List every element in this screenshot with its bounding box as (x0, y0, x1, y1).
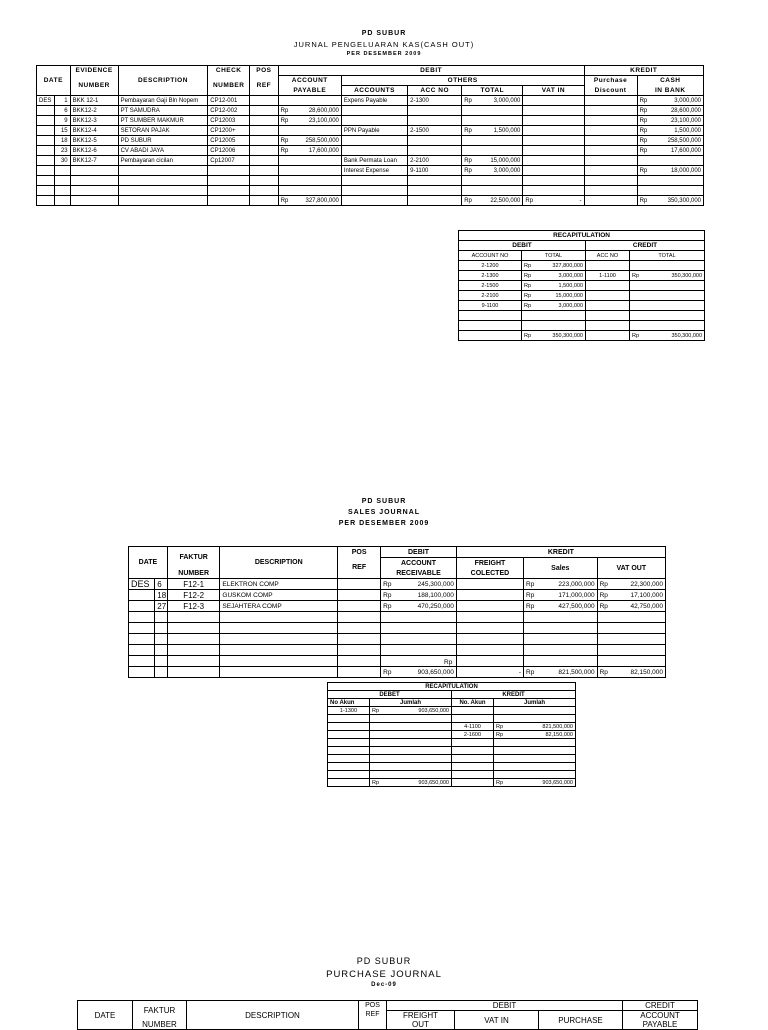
sales-col-vat: VAT OUT (597, 558, 665, 579)
sales-recap-table: RECAPITULATION DEBET KREDIT No Akun Jumlah No. Akun Jumlah 1-1300 Rp 903,650,000 4-1100 Rp 821,500,000 2-1600 Rp 82,150,000 Rp 903,650,000 Rp 903,650,000 (327, 682, 576, 787)
purchase-period: Dec-09 (371, 982, 397, 988)
table-row: 15 BKK12-4 SETORAN PAJAK CP1200+ PPN Payable 2-1500 Rp 1,500,000 Rp 1,500,000 (37, 126, 704, 136)
purchase-col-date: DATE (78, 1001, 133, 1030)
sales-freight-rp: Rp (444, 659, 453, 666)
table-total-row: Rp 903,650,000 - Rp 821,500,000 Rp 82,150,000 (129, 667, 666, 678)
recap-total-row: Rp 903,650,000 Rp 903,650,000 (328, 779, 576, 787)
col-kredit: KREDIT (584, 66, 703, 76)
col-date: DATE (37, 66, 71, 96)
recap-credit: CREDIT (586, 241, 705, 251)
col-evidence: EVIDENCE (70, 66, 118, 76)
purchase-table (77, 1000, 698, 1030)
col-acc-no: ACC NO (408, 86, 462, 96)
col-others: OTHERS (341, 76, 584, 86)
table-row: 6 BKK12-2 PT SAMUDRA CP12-002 Rp 28,600,000 Rp 28,600,000 (37, 106, 704, 116)
sales-col-sales: Sales (524, 558, 598, 579)
purchase-col-freight-2: OUT (387, 1020, 455, 1030)
col-purchase-2: Discount (584, 86, 637, 96)
table-row: 9 BKK12-3 PT SUMBER MAKMUR CP12003 Rp 23,100,000 Rp 23,100,000 (37, 116, 704, 126)
sales-col-freight-2: COLECTED (456, 568, 523, 579)
col-total: TOTAL (462, 86, 523, 96)
sales-col-debit: DEBIT (381, 547, 457, 558)
cash-out-table (36, 65, 704, 206)
table-row: 18 F12-2 GUSKOM COMP Rp 188,100,000 Rp 171,000,000 Rp 17,100,000 (129, 590, 666, 601)
col-accounts: ACCOUNTS (341, 86, 407, 96)
recap-row: 4-1100 Rp 821,500,000 (328, 723, 576, 731)
purchase-col-faktur-2: NUMBER (133, 1020, 187, 1030)
sales-col-freight: FREIGHT (456, 558, 523, 569)
recap-row: 2-1600 Rp 82,150,000 (328, 731, 576, 739)
sales-company: PD SUBUR (361, 498, 407, 505)
sales-col-ar-2: RECEIVABLE (381, 568, 457, 579)
sales-recap-kredit: KREDIT (452, 691, 576, 699)
recap-row: 1-1300 Rp 903,650,000 (328, 707, 576, 715)
col-purchase: Purchase (584, 76, 637, 86)
table-row-empty (37, 186, 704, 196)
col-check: CHECK (208, 66, 250, 76)
purchase-col-faktur: FAKTUR (133, 1001, 187, 1021)
sales-period: PER DESEMBER 2009 (338, 520, 430, 527)
sales-col-faktur: FAKTUR (167, 547, 220, 569)
col-debit: DEBIT (278, 66, 584, 76)
cash-out-title: JURNAL PENGELUARAN KAS(CASH OUT) (293, 40, 475, 49)
purchase-col-freight: FREIGHT (387, 1011, 455, 1021)
recap-row: 9-1100 Rp 3,000,000 (459, 301, 705, 311)
cash-recap-table: RECAPITULATION DEBIT CREDIT ACCOUNT NO TOTAL ACC NO TOTAL 2-1200 Rp 327,800,000 2-1300 Rp 3,000,000 1-1100 Rp 350,300,000 2-1500 Rp 1,500,000 2-2100 Rp 15,000,000 9-1100 Rp 3,000,000 Rp 350,300,000 Rp 350,300,000 (458, 230, 705, 341)
purchase-col-pos-2: REF (359, 1011, 387, 1030)
col-account-2: PAYABLE (278, 86, 341, 96)
table-row: DES 1 BKK 12-1 Pembayaran Gaji Bln Nopem CP12-001 Expens Payable 2-1300 Rp 3,000,000 Rp 3,000,000 (37, 96, 704, 106)
sales-col-pos-2: REF (338, 558, 381, 579)
recap-row: 2-1200 Rp 327,800,000 (459, 261, 705, 271)
purchase-col-description: DESCRIPTION (187, 1001, 359, 1030)
sales-freight-total: - (456, 667, 523, 678)
table-row: 23 BKK12-6 CV ABADI JAYA CP12006 Rp 17,600,000 Rp 17,600,000 (37, 146, 704, 156)
purchase-title: PURCHASE JOURNAL (326, 969, 442, 980)
table-row-empty (37, 176, 704, 186)
col-evidence-2: NUMBER (70, 76, 118, 96)
recap-debit: DEBIT (459, 241, 586, 251)
purchase-col-credit: CREDIT (623, 1001, 698, 1011)
sales-col-faktur-2: NUMBER (167, 568, 220, 579)
table-row: 18 BKK12-5 PD SUBUR CP12005 Rp 258,500,000 Rp 258,500,000 (37, 136, 704, 146)
table-total-row: Rp 327,800,000 Rp 22,500,000 Rp - Rp 350,300,000 (37, 196, 704, 206)
purchase-col-account: ACCOUNT (623, 1011, 698, 1021)
cash-out-company: PD SUBUR (361, 30, 407, 37)
cash-out-period: PER DESEMBER 2009 (346, 51, 422, 57)
sales-recap-title: RECAPITULATION (328, 683, 576, 691)
recap-row: 2-2100 Rp 15,000,000 (459, 291, 705, 301)
sales-col-ar: ACCOUNT (381, 558, 457, 569)
sales-col-date: DATE (129, 547, 168, 579)
table-row: 30 BKK12-7 Pembayaran cicilan Cp12007 Bank Permata Loan 2-2100 Rp 15,000,000 (37, 156, 704, 166)
col-cash-2: IN BANK (637, 86, 703, 96)
sales-col-kredit: KREDIT (456, 547, 665, 558)
col-check-2: NUMBER (208, 76, 250, 96)
purchase-col-account-2: PAYABLE (623, 1020, 698, 1030)
purchase-col-debit: DEBIT (387, 1001, 623, 1011)
purchase-company: PD SUBUR (356, 956, 412, 966)
sales-title: SALES JOURNAL (347, 509, 421, 516)
col-pos-2: REF (250, 76, 279, 96)
purchase-col-vat-in: VAT IN (455, 1011, 539, 1030)
sales-col-pos: POS (338, 547, 381, 558)
col-account: ACCOUNT (278, 76, 341, 86)
recap-title: RECAPITULATION (459, 231, 705, 241)
table-row: DES 6 F12-1 ELEKTRON COMP Rp 245,300,000 Rp 223,000,000 Rp 22,300,000 (129, 579, 666, 590)
table-row: Interest Expense 9-1100 Rp 3,000,000 Rp 18,000,000 (37, 166, 704, 176)
table-row: 27 F12-3 SEJAHTERA COMP Rp 470,250,000 Rp 427,500,000 Rp 42,750,000 (129, 601, 666, 612)
purchase-col-purchase: PURCHASE (539, 1011, 623, 1030)
purchase-col-pos: POS (359, 1001, 387, 1011)
recap-total-row: Rp 350,300,000 Rp 350,300,000 (459, 331, 705, 341)
sales-table (128, 546, 666, 678)
recap-row: 2-1300 Rp 3,000,000 1-1100 Rp 350,300,000 (459, 271, 705, 281)
recap-row: 2-1500 Rp 1,500,000 (459, 281, 705, 291)
col-description: DESCRIPTION (118, 66, 208, 96)
sales-recap-debet: DEBET (328, 691, 452, 699)
col-pos: POS (250, 66, 279, 76)
col-cash: CASH (637, 76, 703, 86)
col-vat-in: VAT IN (523, 86, 584, 96)
sales-col-description: DESCRIPTION (220, 547, 338, 579)
